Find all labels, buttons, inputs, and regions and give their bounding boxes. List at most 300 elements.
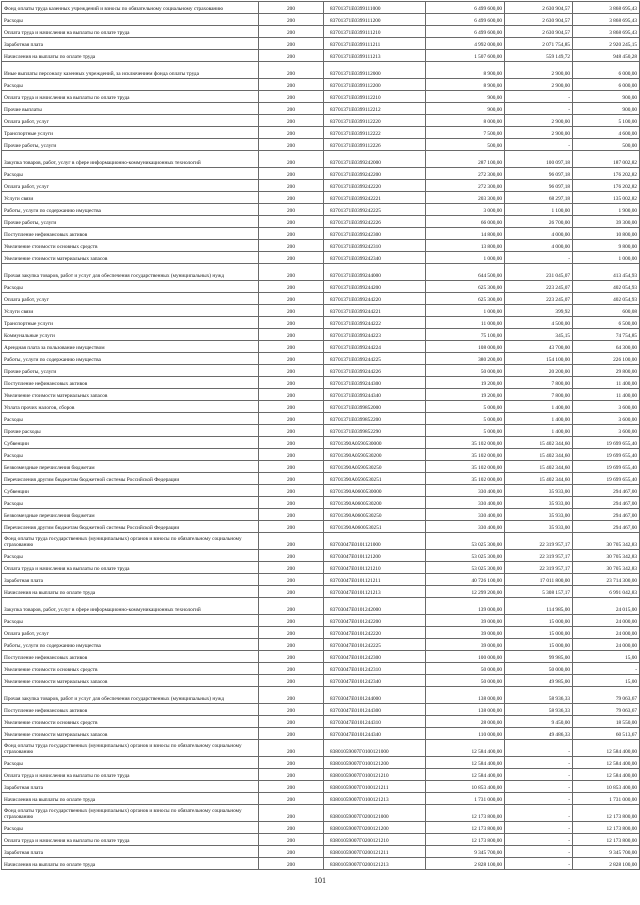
row-name: Поступление нефинансовых активов — [2, 377, 259, 389]
row-name: Заработная плата — [2, 846, 259, 858]
row-code: 200 — [259, 805, 324, 822]
row-kbk: 83701371E0399242310 — [324, 240, 426, 252]
row-executed: 58 936,33 — [505, 687, 573, 704]
row-remaining: 294 467,00 — [573, 497, 640, 509]
table-row — [2, 533, 640, 550]
row-kbk: 83701371E0399242300 — [324, 228, 426, 240]
row-name: Безвозмездные перечисления бюджетам — [2, 461, 259, 473]
row-code: 200 — [259, 615, 324, 627]
table-row — [2, 180, 640, 192]
row-code: 200 — [259, 461, 324, 473]
row-remaining: 64 300,00 — [573, 341, 640, 353]
row-remaining: 176 202,82 — [573, 180, 640, 192]
row-executed: 49 486,33 — [505, 728, 573, 740]
row-name: Оплата работ, услуг — [2, 180, 259, 192]
table-row — [2, 91, 640, 103]
row-kbk: 83701371E0399242221 — [324, 192, 426, 204]
row-executed: 35 933,00 — [505, 509, 573, 521]
row-remaining: 18 550,00 — [573, 716, 640, 728]
row-name: Прочие работы, услуги — [2, 139, 259, 151]
row-name: Уплата прочих налогов, сборов — [2, 401, 259, 413]
row-name: Оплата труда и начисления на выплаты по оплате труда — [2, 834, 259, 846]
row-approved: 13 800,00 — [426, 240, 505, 252]
row-name: Фонд оплаты труда государственных (муниципальных) органов и взносы по обязательному социальному страхованию — [2, 533, 259, 550]
row-remaining: - — [573, 663, 640, 675]
row-executed: 2 071 754,85 — [505, 38, 573, 50]
table-row — [2, 413, 640, 425]
row-kbk: 83703047E0101121213 — [324, 586, 426, 598]
row-kbk: 83703047E0101244000 — [324, 687, 426, 704]
row-name: Иные выплаты персоналу казенных учреждений, за исключением фонда оплаты труда — [2, 62, 259, 79]
row-approved: 12 584 400,00 — [426, 769, 505, 781]
row-approved: 35 102 000,00 — [426, 461, 505, 473]
row-remaining: 3 600,00 — [573, 413, 640, 425]
table-row — [2, 562, 640, 574]
row-kbk: 83801059007Г0100121000 — [324, 740, 426, 757]
row-executed: - — [505, 757, 573, 769]
row-name: Расходы — [2, 757, 259, 769]
row-name: Транспортные услуги — [2, 127, 259, 139]
row-executed: 15 000,00 — [505, 615, 573, 627]
row-approved: 75 100,00 — [426, 329, 505, 341]
row-name: Увеличение стоимости основных средств — [2, 240, 259, 252]
row-executed: 35 933,00 — [505, 497, 573, 509]
row-kbk: 83701371E0399112220 — [324, 115, 426, 127]
row-approved: 625 300,00 — [426, 281, 505, 293]
row-approved: 330 400,00 — [426, 497, 505, 509]
row-executed: - — [505, 103, 573, 115]
row-kbk: 83703047E0101242225 — [324, 639, 426, 651]
page-number: 101 — [314, 876, 326, 885]
row-code: 200 — [259, 50, 324, 62]
row-code: 200 — [259, 651, 324, 663]
row-executed: 1 400,00 — [505, 413, 573, 425]
row-code: 200 — [259, 192, 324, 204]
table-row — [2, 240, 640, 252]
table-row — [2, 449, 640, 461]
row-executed: 58 936,33 — [505, 704, 573, 716]
row-approved: 39 000,00 — [426, 615, 505, 627]
row-kbk: 83701371E0399242225 — [324, 204, 426, 216]
row-approved: 4 992 000,00 — [426, 38, 505, 50]
row-name: Перечисления другим бюджетам бюджетной системы Российской Федерации — [2, 521, 259, 533]
table-row — [2, 204, 640, 216]
row-remaining: 6 500,00 — [573, 317, 640, 329]
row-executed: 4 000,00 — [505, 240, 573, 252]
row-approved: 625 300,00 — [426, 293, 505, 305]
row-name: Увеличение стоимости материальных запасов — [2, 389, 259, 401]
row-executed: - — [505, 822, 573, 834]
row-executed: 231 045,07 — [505, 264, 573, 281]
row-approved: 2 828 100,00 — [426, 858, 505, 870]
row-executed: 7 800,00 — [505, 389, 573, 401]
table-row — [2, 740, 640, 757]
table-row — [2, 228, 640, 240]
row-approved: 108 000,00 — [426, 341, 505, 353]
row-kbk: 83703047E0101242200 — [324, 615, 426, 627]
table-row — [2, 103, 640, 115]
row-name: Поступление нефинансовых активов — [2, 704, 259, 716]
row-executed: 1 100,00 — [505, 204, 573, 216]
row-name: Увеличение стоимости материальных запасов — [2, 675, 259, 687]
table-row — [2, 550, 640, 562]
table-row — [2, 598, 640, 615]
row-remaining: 24 015,00 — [573, 598, 640, 615]
row-kbk: 83703047E0101121000 — [324, 533, 426, 550]
row-approved: 900,00 — [426, 91, 505, 103]
row-kbk: 83703047E0101242300 — [324, 651, 426, 663]
row-name: Перечисления другим бюджетам бюджетной системы Российской Федерации — [2, 473, 259, 485]
table-row — [2, 115, 640, 127]
row-code: 200 — [259, 757, 324, 769]
row-remaining: 176 202,82 — [573, 168, 640, 180]
row-name: Расходы — [2, 550, 259, 562]
row-remaining: 19 699 655,40 — [573, 449, 640, 461]
row-code: 200 — [259, 305, 324, 317]
table-row — [2, 675, 640, 687]
row-code: 200 — [259, 509, 324, 521]
row-code: 200 — [259, 216, 324, 228]
row-executed: 15 000,00 — [505, 639, 573, 651]
row-kbk: 83701371E0399852000 — [324, 401, 426, 413]
row-executed: - — [505, 740, 573, 757]
table-row — [2, 2, 640, 14]
row-executed: 15 402 344,60 — [505, 449, 573, 461]
row-kbk: 83701371E0399242000 — [324, 151, 426, 168]
row-kbk: 83701371E0399244224 — [324, 341, 426, 353]
row-remaining: 402 054,93 — [573, 293, 640, 305]
table-row — [2, 497, 640, 509]
row-remaining: 900,00 — [573, 103, 640, 115]
row-approved: 500,00 — [426, 139, 505, 151]
row-remaining: 10 853 400,00 — [573, 781, 640, 793]
row-remaining: 12 584 400,00 — [573, 740, 640, 757]
table-row — [2, 252, 640, 264]
row-code: 200 — [259, 281, 324, 293]
row-approved: 8 900,00 — [426, 79, 505, 91]
row-remaining: 294 467,00 — [573, 485, 640, 497]
row-name: Увеличение стоимости материальных запасов — [2, 728, 259, 740]
row-code: 200 — [259, 639, 324, 651]
row-code: 200 — [259, 663, 324, 675]
row-kbk: 83701371E0399244221 — [324, 305, 426, 317]
row-code: 200 — [259, 103, 324, 115]
row-executed: 223 245,07 — [505, 293, 573, 305]
row-code: 200 — [259, 91, 324, 103]
row-executed: - — [505, 805, 573, 822]
row-remaining: 187 002,82 — [573, 151, 640, 168]
row-code: 200 — [259, 353, 324, 365]
row-approved: 3 000,00 — [426, 204, 505, 216]
row-name: Расходы — [2, 413, 259, 425]
row-executed: - — [505, 769, 573, 781]
row-remaining: 600,08 — [573, 305, 640, 317]
row-approved: 1 507 600,00 — [426, 50, 505, 62]
row-remaining: 19 699 655,40 — [573, 473, 640, 485]
row-name: Услуги связи — [2, 192, 259, 204]
row-name: Субвенции — [2, 485, 259, 497]
row-kbk: 83701371E0399111211 — [324, 38, 426, 50]
table-row — [2, 461, 640, 473]
table-row — [2, 79, 640, 91]
table-row — [2, 127, 640, 139]
table-row — [2, 389, 640, 401]
row-name: Субвенции — [2, 437, 259, 449]
row-name: Работы, услуги по содержанию имущества — [2, 353, 259, 365]
row-kbk: 83701371E0399111200 — [324, 14, 426, 26]
row-remaining: 29 800,00 — [573, 365, 640, 377]
row-code: 200 — [259, 449, 324, 461]
row-kbk: 83701371E0399112222 — [324, 127, 426, 139]
row-executed: 20 200,00 — [505, 365, 573, 377]
row-remaining: 226 100,00 — [573, 353, 640, 365]
row-approved: 330 400,00 — [426, 521, 505, 533]
row-remaining: 402 054,93 — [573, 281, 640, 293]
row-executed: 2 900,00 — [505, 62, 573, 79]
row-executed: - — [505, 858, 573, 870]
row-kbk: 83701371E0399244200 — [324, 281, 426, 293]
row-kbk: 83703047E0101244340 — [324, 728, 426, 740]
table-row — [2, 216, 640, 228]
row-executed: 26 700,00 — [505, 216, 573, 228]
row-remaining: 10 800,00 — [573, 228, 640, 240]
row-code: 200 — [259, 413, 324, 425]
row-kbk: 83701371E0399852200 — [324, 413, 426, 425]
row-remaining: 19 699 655,40 — [573, 437, 640, 449]
row-code: 200 — [259, 858, 324, 870]
row-approved: 6 499 600,00 — [426, 2, 505, 14]
row-executed: 2 630 904,57 — [505, 2, 573, 14]
row-code: 200 — [259, 127, 324, 139]
row-name: Расходы — [2, 822, 259, 834]
row-executed: - — [505, 834, 573, 846]
table-row — [2, 822, 640, 834]
row-approved: 272 300,00 — [426, 168, 505, 180]
row-kbk: 83701371E0399112210 — [324, 91, 426, 103]
row-code: 200 — [259, 252, 324, 264]
row-remaining: 24 000,00 — [573, 615, 640, 627]
row-remaining: 3 600,00 — [573, 425, 640, 437]
row-remaining: 3 868 695,43 — [573, 26, 640, 38]
row-name: Начисления на выплаты по оплате труда — [2, 586, 259, 598]
row-executed: 2 900,00 — [505, 127, 573, 139]
row-kbk: 83701371E0399242340 — [324, 252, 426, 264]
row-approved: 6 499 600,00 — [426, 14, 505, 26]
row-approved: 139 000,00 — [426, 598, 505, 615]
row-kbk: 83701371E0399242220 — [324, 180, 426, 192]
row-executed: 35 933,00 — [505, 485, 573, 497]
row-name: Заработная плата — [2, 574, 259, 586]
row-remaining: 135 002,82 — [573, 192, 640, 204]
row-executed: 15 402 344,60 — [505, 461, 573, 473]
row-kbk: 83701371E0399111000 — [324, 2, 426, 14]
row-name: Прочая закупка товаров, работ и услуг для обеспечения государственных (муниципальных) нужд — [2, 687, 259, 704]
row-remaining: 3 868 695,43 — [573, 14, 640, 26]
row-executed: 35 933,00 — [505, 521, 573, 533]
row-approved: 19 200,00 — [426, 377, 505, 389]
row-remaining: 60 513,67 — [573, 728, 640, 740]
row-code: 200 — [259, 293, 324, 305]
row-executed: 345,15 — [505, 329, 573, 341]
row-name: Прочие работы, услуги — [2, 216, 259, 228]
row-code: 200 — [259, 793, 324, 805]
row-kbk: 83703047E0101121210 — [324, 562, 426, 574]
row-kbk: 83801059007Г0100121200 — [324, 757, 426, 769]
row-name: Фонд оплаты труда казенных учреждений и взносы по обязательному социальному страхованию — [2, 2, 259, 14]
table-row — [2, 485, 640, 497]
row-kbk: 83703047E0101242340 — [324, 675, 426, 687]
row-approved: 138 000,00 — [426, 704, 505, 716]
row-executed: 22 319 957,17 — [505, 533, 573, 550]
row-approved: 19 200,00 — [426, 389, 505, 401]
row-executed: - — [505, 139, 573, 151]
row-executed: 1 400,00 — [505, 425, 573, 437]
row-approved: 50 000,00 — [426, 365, 505, 377]
table-row — [2, 769, 640, 781]
row-name: Работы, услуги по содержанию имущества — [2, 204, 259, 216]
row-name: Расходы — [2, 449, 259, 461]
row-executed: 4 500,00 — [505, 317, 573, 329]
row-code: 200 — [259, 574, 324, 586]
row-remaining: 294 467,00 — [573, 521, 640, 533]
row-code: 200 — [259, 329, 324, 341]
row-executed: 399,92 — [505, 305, 573, 317]
row-code: 200 — [259, 627, 324, 639]
row-executed: 15 402 344,60 — [505, 437, 573, 449]
row-approved: 39 000,00 — [426, 639, 505, 651]
table-row — [2, 687, 640, 704]
table-row — [2, 858, 640, 870]
row-kbk: 83701390A0590530250 — [324, 461, 426, 473]
row-remaining: 23 714 300,00 — [573, 574, 640, 586]
row-remaining: 6 991 042,83 — [573, 586, 640, 598]
row-code: 200 — [259, 586, 324, 598]
row-kbk: 83701371E0399112212 — [324, 103, 426, 115]
table-row — [2, 305, 640, 317]
table-row — [2, 473, 640, 485]
row-name: Увеличение стоимости материальных запасов — [2, 252, 259, 264]
table-row — [2, 586, 640, 598]
row-remaining: 2 920 245,15 — [573, 38, 640, 50]
row-approved: 203 300,00 — [426, 192, 505, 204]
row-executed: 2 630 904,57 — [505, 14, 573, 26]
row-executed: 96 097,18 — [505, 168, 573, 180]
row-remaining: 15,00 — [573, 651, 640, 663]
row-code: 200 — [259, 834, 324, 846]
row-approved: 380 200,00 — [426, 353, 505, 365]
row-kbk: 83703047E0101242220 — [324, 627, 426, 639]
row-code: 200 — [259, 521, 324, 533]
row-code: 200 — [259, 139, 324, 151]
row-executed: 43 700,00 — [505, 341, 573, 353]
row-name: Заработная плата — [2, 38, 259, 50]
table-row — [2, 716, 640, 728]
row-kbk: 83701371E0399244223 — [324, 329, 426, 341]
row-remaining: 900,00 — [573, 91, 640, 103]
row-name: Увеличение стоимости основных средств — [2, 663, 259, 675]
row-approved: 8 000,00 — [426, 115, 505, 127]
row-executed: 17 011 800,00 — [505, 574, 573, 586]
row-approved: 11 000,00 — [426, 317, 505, 329]
row-approved: 50 000,00 — [426, 663, 505, 675]
row-remaining: 6 000,00 — [573, 79, 640, 91]
row-executed: 99 985,00 — [505, 651, 573, 663]
row-name: Расходы — [2, 79, 259, 91]
row-approved: 100 000,00 — [426, 651, 505, 663]
table-row — [2, 401, 640, 413]
row-code: 200 — [259, 38, 324, 50]
row-executed: - — [505, 793, 573, 805]
row-approved: 50 000,00 — [426, 675, 505, 687]
row-kbk: 83701371E0399242200 — [324, 168, 426, 180]
row-code: 200 — [259, 728, 324, 740]
row-code: 200 — [259, 2, 324, 14]
row-executed: - — [505, 846, 573, 858]
row-code: 200 — [259, 781, 324, 793]
row-executed: 4 000,00 — [505, 228, 573, 240]
row-code: 200 — [259, 26, 324, 38]
row-remaining: 12 173 800,00 — [573, 822, 640, 834]
row-code: 200 — [259, 14, 324, 26]
row-approved: 9 345 700,00 — [426, 846, 505, 858]
row-remaining: 11 400,00 — [573, 377, 640, 389]
row-name: Закупка товаров, работ, услуг в сфере информационно-коммуникационных технологий — [2, 151, 259, 168]
row-kbk: 83701390A0590530251 — [324, 473, 426, 485]
row-approved: 6 499 600,00 — [426, 26, 505, 38]
row-executed: 22 319 957,17 — [505, 562, 573, 574]
row-code: 200 — [259, 365, 324, 377]
table-row — [2, 627, 640, 639]
row-approved: 330 400,00 — [426, 485, 505, 497]
row-name: Оплата работ, услуг — [2, 627, 259, 639]
row-code: 200 — [259, 228, 324, 240]
row-approved: 12 584 400,00 — [426, 757, 505, 769]
row-code: 200 — [259, 389, 324, 401]
row-code: 200 — [259, 425, 324, 437]
row-remaining: 1 900,00 — [573, 204, 640, 216]
row-name: Поступление нефинансовых активов — [2, 651, 259, 663]
row-code: 200 — [259, 562, 324, 574]
row-remaining: 24 000,00 — [573, 627, 640, 639]
row-name: Начисления на выплаты по оплате труда — [2, 858, 259, 870]
table-row — [2, 26, 640, 38]
row-name: Транспортные услуги — [2, 317, 259, 329]
row-executed: - — [505, 252, 573, 264]
row-approved: 14 800,00 — [426, 228, 505, 240]
row-kbk: 83701371E0399112226 — [324, 139, 426, 151]
row-name: Начисления на выплаты по оплате труда — [2, 50, 259, 62]
row-remaining: 19 699 655,40 — [573, 461, 640, 473]
row-code: 200 — [259, 550, 324, 562]
row-name: Расходы — [2, 14, 259, 26]
row-remaining: 30 705 342,83 — [573, 550, 640, 562]
table-row — [2, 341, 640, 353]
row-code: 200 — [259, 675, 324, 687]
row-remaining: 79 063,67 — [573, 687, 640, 704]
row-name: Расходы — [2, 281, 259, 293]
table-row — [2, 168, 640, 180]
row-code: 200 — [259, 598, 324, 615]
table-body — [2, 2, 640, 870]
row-name: Фонд оплаты труда государственных (муниципальных) органов и взносы по обязательному социальному страхованию — [2, 805, 259, 822]
row-remaining: 948 450,28 — [573, 50, 640, 62]
table-row — [2, 14, 640, 26]
row-remaining: 3 868 695,43 — [573, 2, 640, 14]
table-row — [2, 264, 640, 281]
row-code: 200 — [259, 79, 324, 91]
row-kbk: 83701390A0600530000 — [324, 485, 426, 497]
row-kbk: 83703047E0101121200 — [324, 550, 426, 562]
